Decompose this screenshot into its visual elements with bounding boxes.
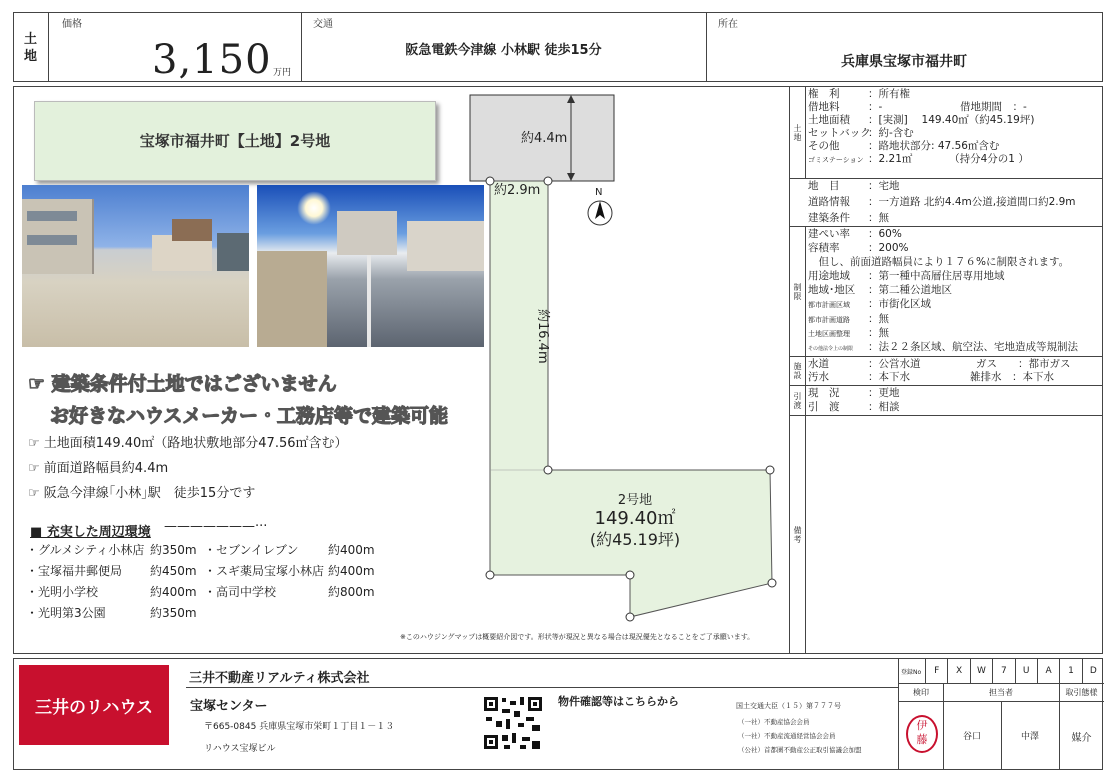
- land-tag: 土 地: [24, 32, 38, 64]
- env-item: ・グルメシティ小林店 約350m: [26, 543, 197, 557]
- feature-area: ☞ 土地面積149.40㎡（路地状敷地部分47.56㎡含む）: [28, 436, 348, 451]
- license-number: 国土交通大臣（１５）第７７７号: [736, 702, 841, 710]
- remarks-section: [790, 416, 1103, 653]
- association-2: （一社）不動産流通経営協会会員: [738, 732, 836, 740]
- logo-text: 三井のリハウス: [35, 698, 153, 718]
- delivery-label: 引 渡: [790, 386, 806, 415]
- association-3: （公社）首都圏不動産公正取引協議会加盟: [738, 746, 862, 754]
- facility-label: 施 設: [790, 357, 806, 385]
- lot-name: 2号地: [617, 493, 653, 508]
- land-section-label: 土 地: [790, 87, 806, 178]
- passage-length-label: 約16.4m: [535, 309, 550, 364]
- staff-2: 中澤: [1020, 732, 1039, 742]
- feature-road: ☞ 前面道路幅員約4.4m: [28, 461, 169, 476]
- location-cell: [706, 13, 1102, 81]
- price-label: 価格: [62, 19, 82, 30]
- deal-type: 媒介: [1071, 733, 1092, 744]
- location-value: 兵庫県宝塚市福井町: [841, 54, 967, 70]
- company-name: 三井不動産リアルティ株式会社: [189, 671, 370, 686]
- center-name: 宝塚センター: [190, 699, 268, 714]
- reg-label: 登録No: [901, 669, 922, 676]
- qr-code-icon[interactable]: [482, 695, 544, 751]
- inspection-seal: 伊藤: [906, 715, 938, 753]
- association-1: （一社）不動産協会会員: [738, 718, 810, 726]
- details-panel: [789, 87, 1104, 653]
- staff-1: 谷口: [962, 732, 981, 742]
- env-item: ・光明第3公園 約350m: [26, 606, 197, 620]
- env-item: ・スギ薬局宝塚小林店 約400m: [204, 564, 375, 578]
- site-map: [14, 87, 789, 653]
- price-unit: 万円: [273, 68, 292, 78]
- lot-info: [580, 489, 690, 550]
- access-value: 阪急電鉄今津線 小林駅 徒歩15分: [405, 43, 602, 58]
- map-note: ※このハウジングマップは概要紹介図です。形状等が現況と異なる場合は現況優先となることをご了承願います。: [400, 633, 755, 641]
- header-bar: [13, 12, 1103, 82]
- restriction-section: 制 限 建ぺい率 ：60% 容積率 ：200% 但し、前面道路幅員により１７６%に制限されます。 用途地域 ：第一種中高層住居専用地域 地域･地区 ：第二種公道地区 都市計画区域 ：市街化区域 都市計画道路 ：無 土地区画整理 ：無 その他法令上の制限 ：法２２条区域、航空法、宅地造成等規制法: [790, 227, 1103, 357]
- footer: [13, 658, 1103, 770]
- headline-line-1: ☞ 建築条件付土地ではございません: [28, 373, 337, 395]
- deal-header: 取引態様: [1065, 688, 1098, 697]
- location-label: 所在: [718, 19, 738, 30]
- land-tag-cell: [14, 13, 49, 81]
- center-address: 〒665-0845 兵庫県宝塚市栄町１丁目１－１３: [204, 722, 395, 732]
- price-value: 3,150: [152, 37, 272, 83]
- registration-table: [898, 659, 1104, 769]
- company-logo: [19, 665, 169, 745]
- env-item: ・セブンイレブン 約400m: [204, 543, 375, 557]
- env-heading-dash: ———————···: [164, 519, 268, 534]
- north-label: N: [595, 187, 603, 198]
- access-cell: [301, 13, 707, 81]
- env-item: ・高司中学校 約800m: [204, 585, 375, 599]
- env-heading: ■ 充実した周辺環境: [30, 525, 151, 540]
- lot-outline: [490, 181, 772, 617]
- restriction-label: 制 限: [790, 227, 806, 356]
- env-item: ・宝塚福井郵便局 約450m: [26, 564, 197, 578]
- feature-station: ☞ 阪急今津線｢小林｣駅 徒歩15分です: [28, 486, 256, 501]
- listing-title: 宝塚市福井町【土地】2号地: [139, 132, 331, 150]
- lot-area: 149.40㎡: [594, 508, 676, 529]
- entrance-width-label: 約2.9m: [494, 183, 541, 198]
- staff-header: 担当者: [989, 688, 1013, 697]
- qr-label: 物件確認等はこちらから: [558, 695, 679, 708]
- headline-line-2: お好きなハウスメーカー・工務店等で建築可能: [50, 405, 449, 427]
- inspect-header: 検印: [913, 688, 929, 697]
- facility-section: 施 設 水道 ：公営水道 ガス ：都市ガス 汚水 ：本下水 雑排水 ：本下水: [790, 357, 1103, 386]
- delivery-section: 引 渡 現 況 ：更地 引 渡 ：相談: [790, 386, 1103, 416]
- lot-tsubo: (約45.19坪): [589, 530, 681, 549]
- reg-codes: F X W 7 U A 1 D: [925, 659, 1104, 683]
- env-item: ・光明小学校 約400m: [26, 585, 197, 599]
- remarks-label: 備 考: [790, 416, 806, 653]
- access-label: 交通: [313, 19, 333, 30]
- main-panel: [13, 86, 1103, 654]
- land-section: 土 地 権 利 ：所有権 借地料 ：- 借地期間 ：- 土地面積 ：[実測] 149.40㎡（約45.19坪) セットバック：約-含む その他 ：路地状部分: 47.56㎡含む ゴミステーション ：2.21㎡ （持分4分の1 ）: [790, 87, 1103, 179]
- road-width-label: 約4.4m: [521, 131, 568, 146]
- center-building: リハウス宝塚ビル: [204, 744, 276, 754]
- land-road-section: 地 目 ：宅地 道路情報 ：一方道路 北約4.4m公道,接道間口約2.9m 建築条件 ：無: [790, 179, 1103, 227]
- price-cell: [48, 13, 302, 81]
